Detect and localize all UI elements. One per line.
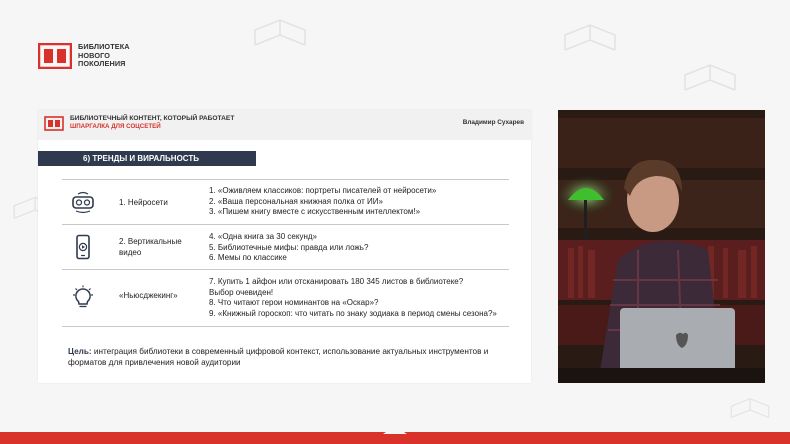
vr-headset-icon: [70, 189, 96, 215]
logo-line: НОВОГО: [78, 50, 111, 60]
slide-header-subtitle: ШПАРГАЛКА ДЛЯ СОЦСЕТЕЙ: [70, 123, 161, 130]
goal-body: интеграция библиотеки в современный цифровой контекст, использование актуальных инструментов и форматов для привлечения новой аудитории: [68, 347, 489, 367]
list-item: 6. Мемы по классике: [209, 253, 287, 263]
list-item: 3. «Пишем книгу вместе с искусственным интеллектом!»: [209, 207, 421, 217]
category-line: видео: [119, 247, 142, 257]
table-row: [62, 225, 509, 270]
slide-author: Владимир Сухарев: [462, 119, 524, 126]
list-item: 5. Библиотечные мифы: правда или ложь?: [209, 242, 369, 252]
row-items: [209, 277, 497, 319]
slide-header-title: БИБЛИОТЕЧНЫЙ КОНТЕНТ, КОТОРЫЙ РАБОТАЕТ: [70, 115, 235, 122]
list-item: 2. «Ваша персональная книжная полка от ИИ»: [209, 196, 384, 206]
book-doodle-icon: [720, 395, 780, 425]
row-category: [119, 198, 168, 209]
row-category: [119, 237, 182, 258]
book-doodle-icon: [560, 20, 620, 60]
speaker-video: [558, 110, 765, 383]
speaker-video-frame: [558, 110, 765, 383]
logo-line: ПОКОЛЕНИЯ: [78, 59, 126, 69]
row-category: [119, 291, 178, 302]
list-item: 9. «Книжный гороскоп: что читать по знаку зодиака в период смены сезона?»: [209, 308, 497, 318]
goal-label: Цель:: [68, 347, 92, 356]
list-item: 8. Что читают герои номинантов на «Оскар»?: [209, 298, 379, 308]
table-row: [62, 180, 509, 225]
bottom-notch-icon: [383, 426, 407, 434]
logo-line: БИБЛИОТЕКА: [78, 42, 130, 52]
list-item: Выбор очевиден!: [209, 287, 274, 297]
lightbulb-icon: [70, 285, 96, 311]
smartphone-video-icon: [70, 234, 96, 260]
category-line: «Ньюсджекинг»: [119, 291, 178, 300]
book-doodle-icon: [680, 60, 740, 100]
goal-text: [68, 346, 528, 368]
list-item: 4. «Одна книга за 30 секунд»: [209, 232, 317, 241]
brand-logo: [38, 43, 130, 69]
section-title: 6) ТРЕНДЫ И ВИРАЛЬНОСТЬ: [83, 153, 200, 163]
list-item: 7. Купить 1 айфон или отсканировать 180 345 листов в библиотеке?: [209, 277, 464, 286]
book-doodle-icon: [250, 15, 310, 55]
category-line: 2. Вертикальные: [119, 237, 182, 246]
row-items: [209, 232, 368, 264]
trends-table: [62, 179, 509, 327]
logo-text: [78, 43, 130, 69]
library-logo-icon: [38, 43, 72, 69]
category-line: 1. Нейросети: [119, 198, 168, 207]
presentation-slide: [38, 110, 531, 383]
table-row: [62, 270, 509, 327]
slide-header: [38, 110, 531, 140]
list-item: 1. «Оживляем классиков: портреты писателей от нейросети»: [209, 186, 437, 195]
slide-logo-icon: [44, 116, 64, 131]
section-title-bar: [38, 151, 256, 166]
row-items: [209, 186, 436, 218]
